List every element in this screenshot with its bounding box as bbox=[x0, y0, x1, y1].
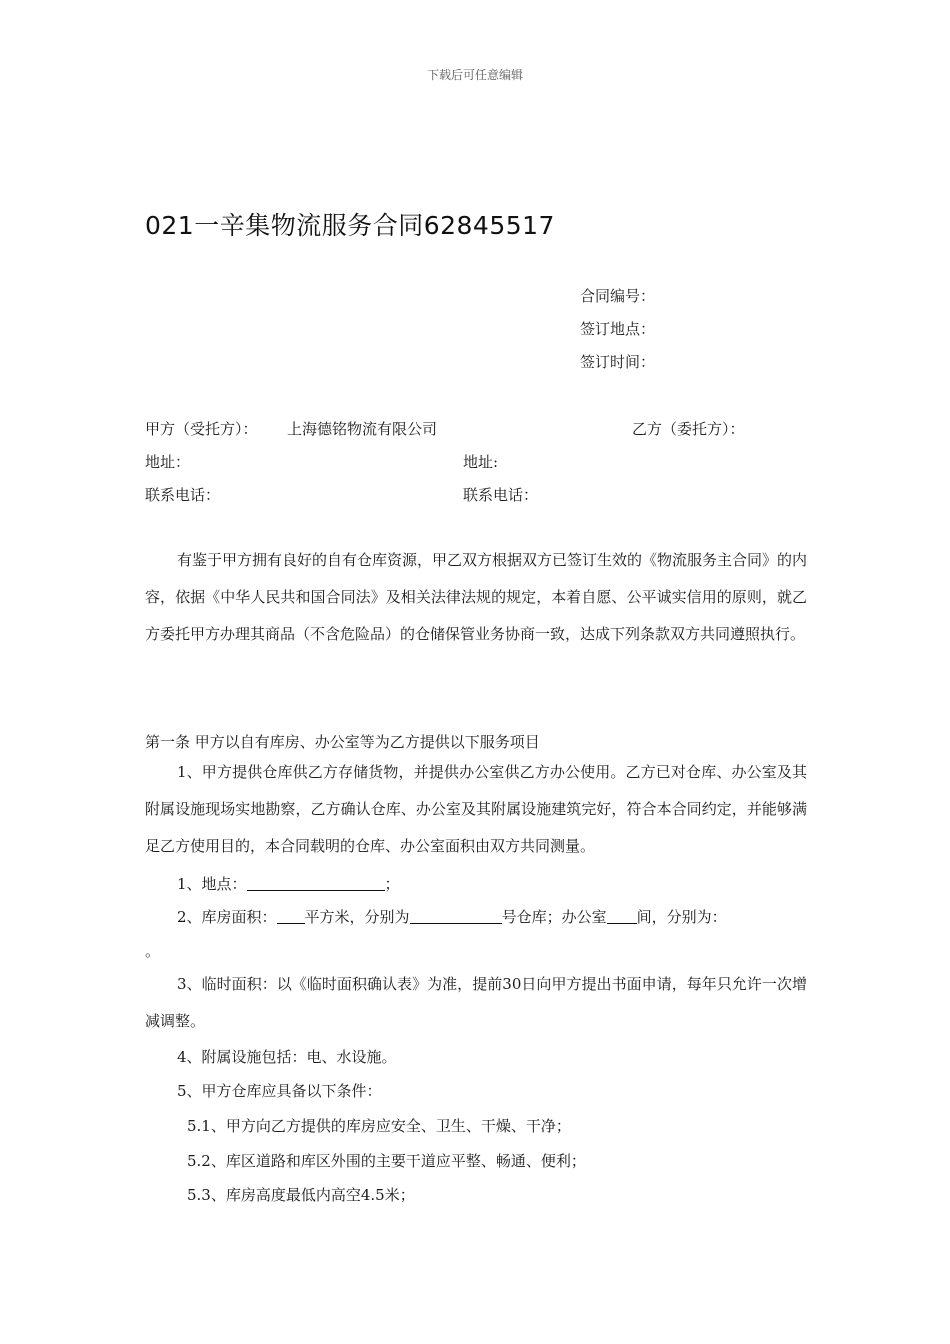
contract-number-label: 合同编号： bbox=[580, 287, 656, 305]
party-a-phone-label: 联系电话： bbox=[145, 486, 221, 504]
area-line bbox=[177, 906, 727, 927]
warehouse-office-text: 号仓库；办公室 bbox=[501, 908, 607, 926]
party-a-label: 甲方（受托方）： bbox=[145, 420, 258, 438]
article-1-clause-5-1: 5.1、甲方向乙方提供的库房应安全、卫生、干燥、干净； bbox=[187, 1117, 571, 1135]
area-unit-text: 平方米，分别为 bbox=[304, 908, 410, 926]
location-line bbox=[177, 873, 400, 894]
office-rooms-text: 间，分别为： bbox=[636, 908, 727, 926]
party-a-name: 上海德铭物流有限公司 bbox=[287, 420, 438, 438]
location-end: ； bbox=[384, 875, 400, 893]
party-b-phone-label: 联系电话： bbox=[463, 486, 539, 504]
location-blank bbox=[247, 874, 385, 891]
party-a-address-label: 地址： bbox=[145, 453, 191, 471]
party-b-address-label: 地址: bbox=[463, 453, 499, 471]
location-label: 1、地点： bbox=[177, 875, 247, 893]
sign-place-label: 签订地点： bbox=[580, 320, 656, 338]
party-b-label: 乙方（委托方）： bbox=[632, 420, 745, 438]
contract-title: 021一辛集物流服务合同62845517 bbox=[145, 211, 555, 240]
intro-paragraph: 有鉴于甲方拥有良好的自有仓库资源，甲乙双方根据双方已签订生效的《物流服务主合同》的内容，依据《中华人民共和国合同法》及相关法律法规的规定，本着自愿、公平诚实信用的原则，就乙方委托甲方办理其商品（不含危险品）的仓储保管业务协商一致，达成下列条款双方共同遵照执行。 bbox=[145, 551, 808, 643]
article-1-heading: 第一条 甲方以自有库房、办公室等为乙方提供以下服务项目 bbox=[145, 733, 540, 751]
area-label: 2、库房面积： bbox=[177, 908, 277, 926]
article-1-clause-3: 3、临时面积：以《临时面积确认表》为准，提前30日向甲方提出书面申请，每年只允许一次增减调整。 bbox=[145, 975, 807, 1030]
article-1-clause-5-3: 5.3、库房高度最低内高空4.5米； bbox=[187, 1186, 415, 1204]
article-1-clause-1: 1、甲方提供仓库供乙方存储货物，并提供办公室供乙方办公使用。乙方已对仓库、办公室及其附属设施现场实地勘察，乙方确认仓库、办公室及其附属设施建筑完好，符合本合同约定，并能够满足乙方使用目的，本合同载明的仓库、办公室面积由双方共同测量。 bbox=[145, 763, 807, 855]
header-note: 下载后可任意编辑 bbox=[426, 68, 523, 82]
area-size-blank bbox=[277, 907, 305, 924]
warehouse-number-blank bbox=[410, 907, 502, 924]
sign-time-label: 签订时间： bbox=[580, 353, 656, 371]
article-1-clause-4: 4、附属设施包括：电、水设施。 bbox=[177, 1048, 397, 1066]
article-1-clause-5-2: 5.2、库区道路和库区外围的主要干道应平整、畅通、便利； bbox=[187, 1152, 586, 1170]
area-line-end: 。 bbox=[145, 942, 161, 960]
office-count-blank bbox=[607, 907, 637, 924]
article-1-clause-5: 5、甲方仓库应具备以下条件： bbox=[177, 1082, 382, 1100]
